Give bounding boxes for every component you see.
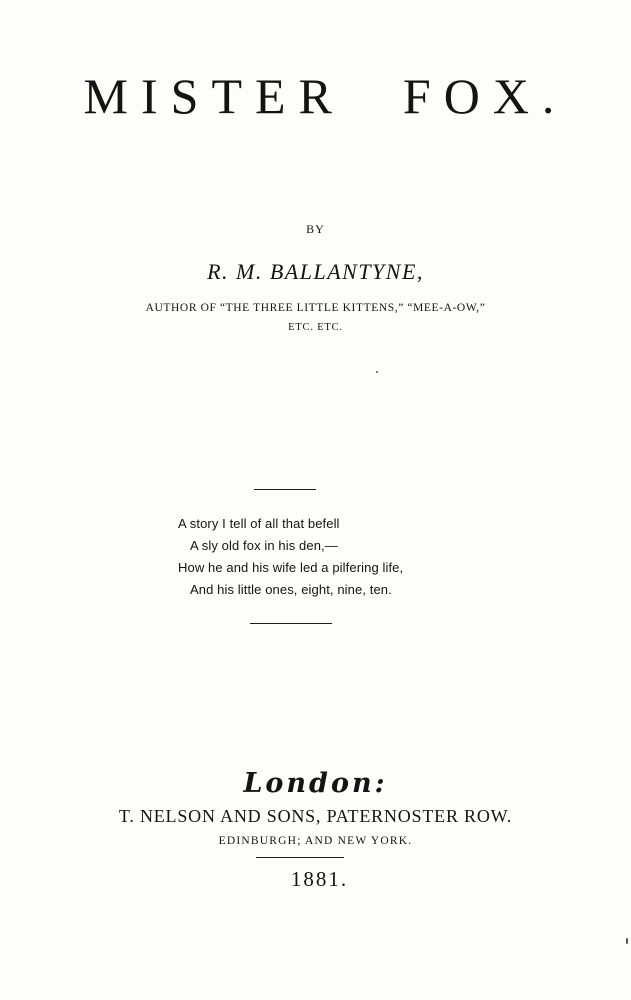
imprint-year: 1881. <box>290 867 349 891</box>
author-name: R. M. BALLANTYNE, <box>207 259 424 284</box>
epigraph-line-2: A sly old fox in his den,— <box>190 538 338 553</box>
book-title-word-1: MISTER <box>83 68 345 124</box>
page-edge-mark <box>626 938 628 944</box>
imprint-publisher: T. NELSON AND SONS, PATERNOSTER ROW. <box>118 806 513 826</box>
epigraph-line-3: How he and his wife led a pilfering life, <box>178 560 404 575</box>
by-line: BY <box>306 222 325 236</box>
author-other-works: AUTHOR OF “THE THREE LITTLE KITTENS,” “MEE-A-OW,” <box>145 302 486 314</box>
print-speck <box>376 371 378 373</box>
book-title-word-2: FOX. <box>402 68 568 124</box>
epigraph-line-4: And his little ones, eight, nine, ten. <box>190 582 392 597</box>
imprint-rule <box>256 857 344 858</box>
imprint-place: London: <box>243 768 388 799</box>
imprint-cities: EDINBURGH; AND NEW YORK. <box>218 835 413 847</box>
epigraph-top-rule <box>254 489 316 490</box>
epigraph <box>178 513 468 601</box>
book-title <box>0 66 631 126</box>
etc-line: ETC. ETC. <box>288 322 343 333</box>
epigraph-line-1: A story I tell of all that befell <box>178 516 340 531</box>
epigraph-bottom-rule <box>250 623 332 624</box>
